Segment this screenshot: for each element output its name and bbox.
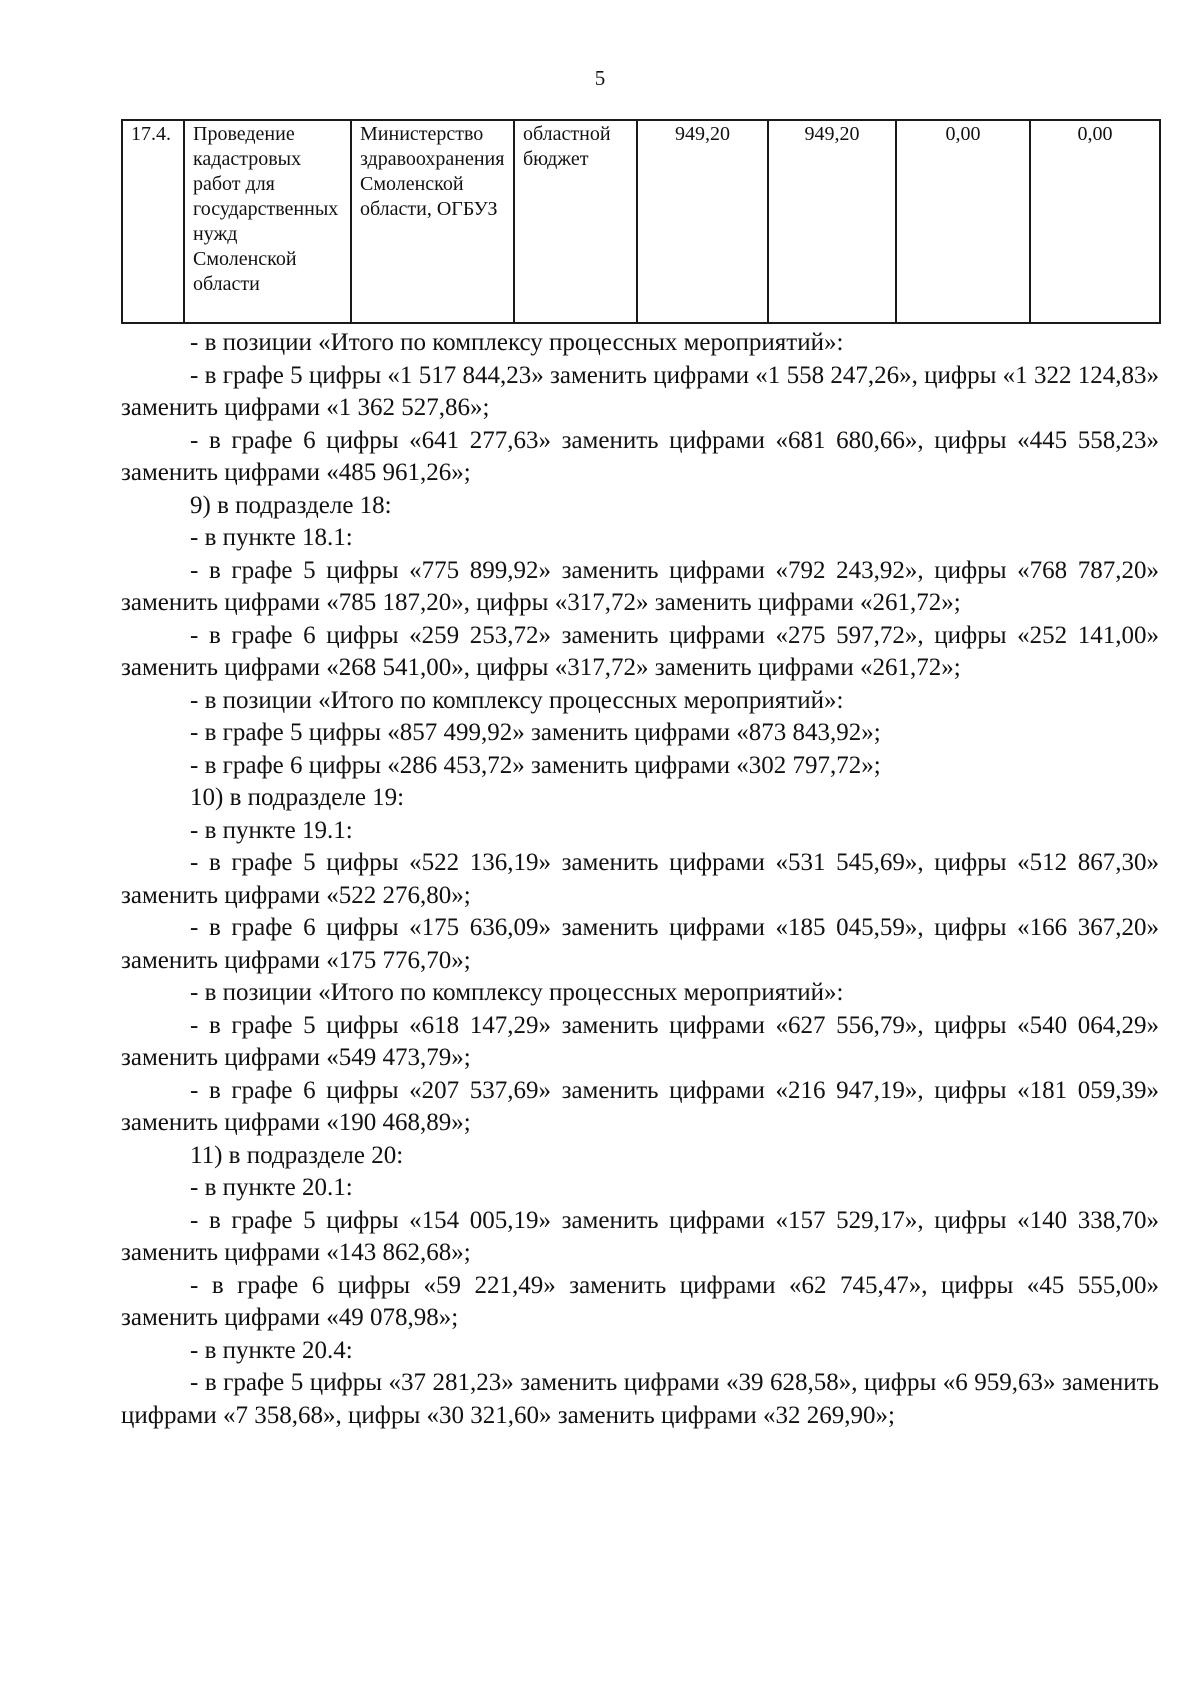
- row-value-cell: 0,00: [1030, 120, 1160, 323]
- paragraph: - в графе 5 цифры «154 005,19» заменить цифрами «157 529,17», цифры «140 338,70» заменить цифрами «143 862,68»;: [121, 1206, 1159, 1266]
- row-source-cell: областной бюджет: [514, 120, 637, 323]
- paragraph: - в позиции «Итого по комплексу процессных мероприятий»:: [190, 979, 844, 1006]
- paragraph: - в позиции «Итого по комплексу процессных мероприятий»:: [190, 329, 844, 356]
- paragraph: 10) в подразделе 19:: [190, 784, 405, 811]
- table-row: [122, 120, 1160, 323]
- paragraph: - в графе 6 цифры «207 537,69» заменить цифрами «216 947,19», цифры «181 059,39» заменить цифрами «190 468,89»;: [121, 1076, 1159, 1136]
- paragraph: - в пункте 20.1:: [190, 1174, 353, 1201]
- paragraph: 9) в подразделе 18:: [190, 491, 392, 519]
- paragraph: - в графе 6 цифры «641 277,63» заменить цифрами «681 680,66», цифры «445 558,23» заменить цифрами «485 961,26»;: [121, 426, 1159, 486]
- row-executor-cell: Министерство здравоохранения Смоленской области, ОГБУЗ: [351, 120, 514, 323]
- paragraph: - в графе 6 цифры «286 453,72» заменить цифрами «302 797,72»;: [190, 751, 881, 779]
- paragraph: - в графе 5 цифры «618 147,29» заменить цифрами «627 556,79», цифры «540 064,29» заменить цифрами «549 473,79»;: [121, 1011, 1159, 1071]
- paragraph: - в графе 5 цифры «522 136,19» заменить цифрами «531 545,69», цифры «512 867,30» заменить цифрами «522 276,80»;: [121, 849, 1159, 909]
- paragraph: - в графе 6 цифры «175 636,09» заменить цифрами «185 045,59», цифры «166 367,20» заменить цифрами «175 776,70»;: [121, 914, 1159, 974]
- row-value-cell: 0,00: [896, 120, 1030, 323]
- row-name-cell: Проведение кадастровых работ для государственных нужд Смоленской области: [184, 120, 351, 323]
- budget-table: [121, 119, 1161, 324]
- paragraph: - в графе 5 цифры «37 281,23» заменить цифрами «39 628,58», цифры «6 959,63» заменить цифрами «7 358,68», цифры «30 321,60» заменить цифрами «32 269,90»;: [121, 1369, 1159, 1429]
- page-number: 5: [594, 66, 606, 90]
- row-value-cell: 949,20: [637, 120, 768, 323]
- document-body: [121, 327, 1159, 1432]
- paragraph: - в графе 5 цифры «1 517 844,23» заменить цифрами «1 558 247,26», цифры «1 322 124,83» заменить цифрами «1 362 527,86»;: [121, 361, 1159, 421]
- paragraph: - в пункте 19.1:: [190, 816, 353, 844]
- paragraph: - в графе 6 цифры «59 221,49» заменить цифрами «62 745,47», цифры «45 555,00» заменить цифрами «49 078,98»;: [121, 1271, 1159, 1331]
- paragraph: - в графе 6 цифры «259 253,72» заменить цифрами «275 597,72», цифры «252 141,00» заменить цифрами «268 541,00», цифры «317,72» заменить цифрами «261,72»;: [121, 621, 1159, 681]
- paragraph: - в графе 5 цифры «857 499,92» заменить цифрами «873 843,92»;: [190, 719, 881, 746]
- paragraph: - в пункте 18.1:: [190, 524, 353, 551]
- row-number-cell: 17.4.: [122, 120, 184, 323]
- paragraph: - в графе 5 цифры «775 899,92» заменить цифрами «792 243,92», цифры «768 787,20» заменить цифрами «785 187,20», цифры «317,72» заменить цифрами «261,72»;: [121, 556, 1159, 616]
- paragraph: 11) в подразделе 20:: [190, 1141, 404, 1169]
- paragraph: - в пункте 20.4:: [190, 1336, 353, 1364]
- paragraph: - в позиции «Итого по комплексу процессных мероприятий»:: [190, 686, 844, 714]
- row-value-cell: 949,20: [768, 120, 896, 323]
